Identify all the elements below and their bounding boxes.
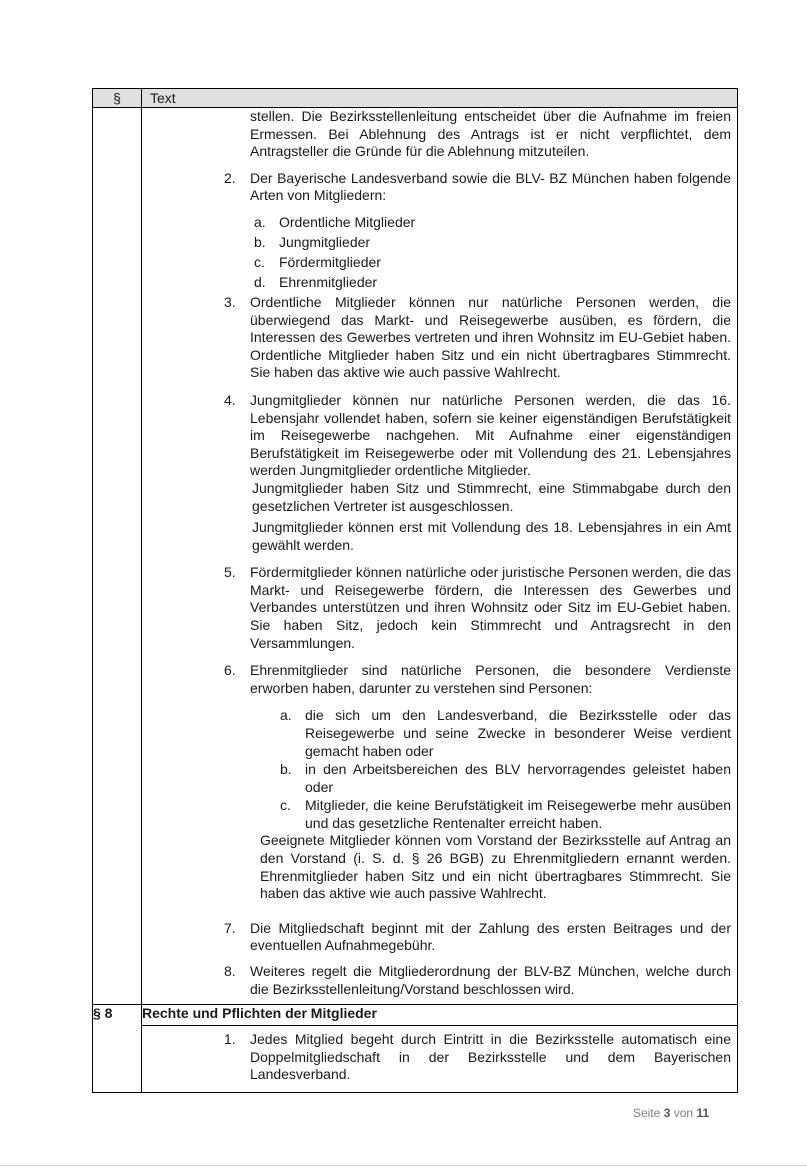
list-item-3 — [224, 293, 731, 382]
honorary-criteria-list — [250, 706, 731, 832]
item-text: Der Bayerische Landesverband sowie die BLV- BZ München haben folgende Arten von Mitgliedern: — [250, 169, 731, 204]
item-note: Jungmitglieder können erst mit Vollendung des 18. Lebensjahres in ein Amt gewählt werden. — [252, 519, 731, 553]
list-item: a. die sich um den Landesverband, die Bezirksstelle oder das Reisegewerbe und seine Zwecke in besonderer Weise verdient gemacht haben oder — [280, 707, 731, 760]
list-item-6 — [224, 662, 731, 903]
list-item-7 — [224, 919, 731, 955]
statute-table — [92, 88, 738, 1093]
list-item: b. Jungmitglieder — [254, 233, 371, 250]
list-item: d. Ehrenmitglieder — [254, 273, 378, 290]
footer-current-page: 3 — [663, 1106, 671, 1120]
continuation-paragraph: stellen. Die Bezirksstellenleitung entscheidet über die Aufnahme im freien Ermessen. Bei Ablehnung des Antrags ist er nicht verpflichtet, dem Antragsteller die Gründe für die Ablehnung mitzuteilen. — [250, 108, 731, 160]
table-row — [93, 1005, 738, 1026]
item-note: Jungmitglieder haben Sitz und Stimmrecht, eine Stimmabgabe durch den gesetzlichen Vertreter ist ausgeschlossen. — [252, 479, 731, 514]
item-text: Ordentliche Mitglieder können nur natürliche Personen werden, die überwiegend das Markt- und Reisegewerbe ausüben, es fördern, die Interessen des Gewerbes vertreten und ihren Wohnsitz im EU-Gebiet haben. Ordentliche Mitglieder haben Sitz und ein nicht übertragbares Stimmrecht. Sie haben das aktive wie auch passive Wahlrecht. — [250, 293, 731, 381]
item-text: Jedes Mitglied begeht durch Eintritt in die Bezirksstelle automatisch eine Doppelmitgliedschaft in der Bezirksstelle und dem Bayerischen Landesverband. — [250, 1031, 731, 1083]
text-cell — [142, 108, 738, 1005]
section-title: Rechte und Pflichten der Mitglieder — [142, 1005, 738, 1026]
footer-prefix: Seite — [633, 1106, 661, 1120]
item-text: Ehrenmitglieder sind natürliche Personen, die besondere Verdienste erworben haben, darunter zu verstehen sind Personen: — [250, 662, 731, 696]
text-cell — [142, 1026, 738, 1093]
item-number: 2. — [224, 169, 236, 186]
list-item-1 — [224, 1031, 731, 1084]
page-number-footer — [633, 1106, 709, 1120]
item-note: Geeignete Mitglieder können vom Vorstand der Bezirksstelle auf Antrag an den Vorstand (i. S. d. § 26 BGB) zu Ehrenmitgliedern ernannt werden. Ehrenmitglieder haben Sitz und ein nicht übertragbares Stimmrecht. Sie haben das aktive wie auch passive Wahlrecht. — [260, 832, 731, 902]
item-number: 8. — [224, 963, 236, 979]
item-text: Die Mitgliedschaft beginnt mit der Zahlung des ersten Beitrages und der eventuellen Aufnahmegebühr. — [250, 919, 731, 954]
list-item-8 — [224, 963, 731, 998]
item-text: Fördermitglieder können natürliche oder juristische Personen werden, die das Markt- und Reisegewerbe fördern, die Interessen des Gewerbes und Verbandes unterstützen und ihren Wohnsitz oder Sitz im EU-Gebiet haben. Sie haben Sitz, jedoch kein Stimmrecht und Antragsrecht in den Versammlungen. — [250, 564, 731, 651]
item-number: 4. — [224, 391, 236, 408]
item-number: 6. — [224, 662, 236, 679]
page-bottom-border — [0, 1165, 807, 1166]
table-header-row — [93, 89, 738, 108]
item-number: 1. — [224, 1031, 236, 1048]
item-text: Weiteres regelt die Mitgliederordnung der BLV-BZ München, welche durch die Bezirksstellenleitung/Vorstand beschlossen wird. — [250, 963, 731, 997]
item-number: 7. — [224, 919, 236, 936]
list-item-4 — [224, 391, 731, 554]
item-number: 3. — [224, 293, 236, 310]
list-item: a. Ordentliche Mitglieder — [254, 213, 416, 230]
table-row — [93, 1026, 738, 1093]
list-item-2 — [224, 169, 731, 292]
section-label: § 8 — [93, 1005, 142, 1093]
list-item-5 — [224, 564, 731, 652]
item-text: Jungmitglieder können nur natürliche Personen werden, die das 16. Lebensjahr vollendet haben, sofern sie keiner eigenständigen Berufstätigkeit im Reisegewerbe nachgehen. Mit Aufnahme einer eigenständigen Berufstätigkeit im Reisegewerbe oder mit Vollendung des 21. Lebensjahres werden Jungmitglieder ordentliche Mitglieder. — [250, 391, 731, 479]
list-item: c. Mitglieder, die keine Berufstätigkeit im Reisegewerbe mehr ausüben und das gesetzliche Rentenalter erreicht haben. — [280, 797, 731, 832]
list-item: b. in den Arbeitsbereichen des BLV hervorragendes geleistet haben oder — [280, 761, 731, 796]
table-row — [93, 108, 738, 1005]
list-item: c. Fördermitglieder — [254, 253, 381, 270]
footer-total-pages: 11 — [696, 1106, 710, 1120]
member-types-list — [250, 212, 731, 292]
header-text: Text — [142, 89, 738, 108]
section-cell-empty — [93, 108, 142, 1005]
footer-middle: von — [673, 1106, 694, 1120]
header-section: § — [93, 89, 142, 108]
item-number: 5. — [224, 564, 236, 581]
